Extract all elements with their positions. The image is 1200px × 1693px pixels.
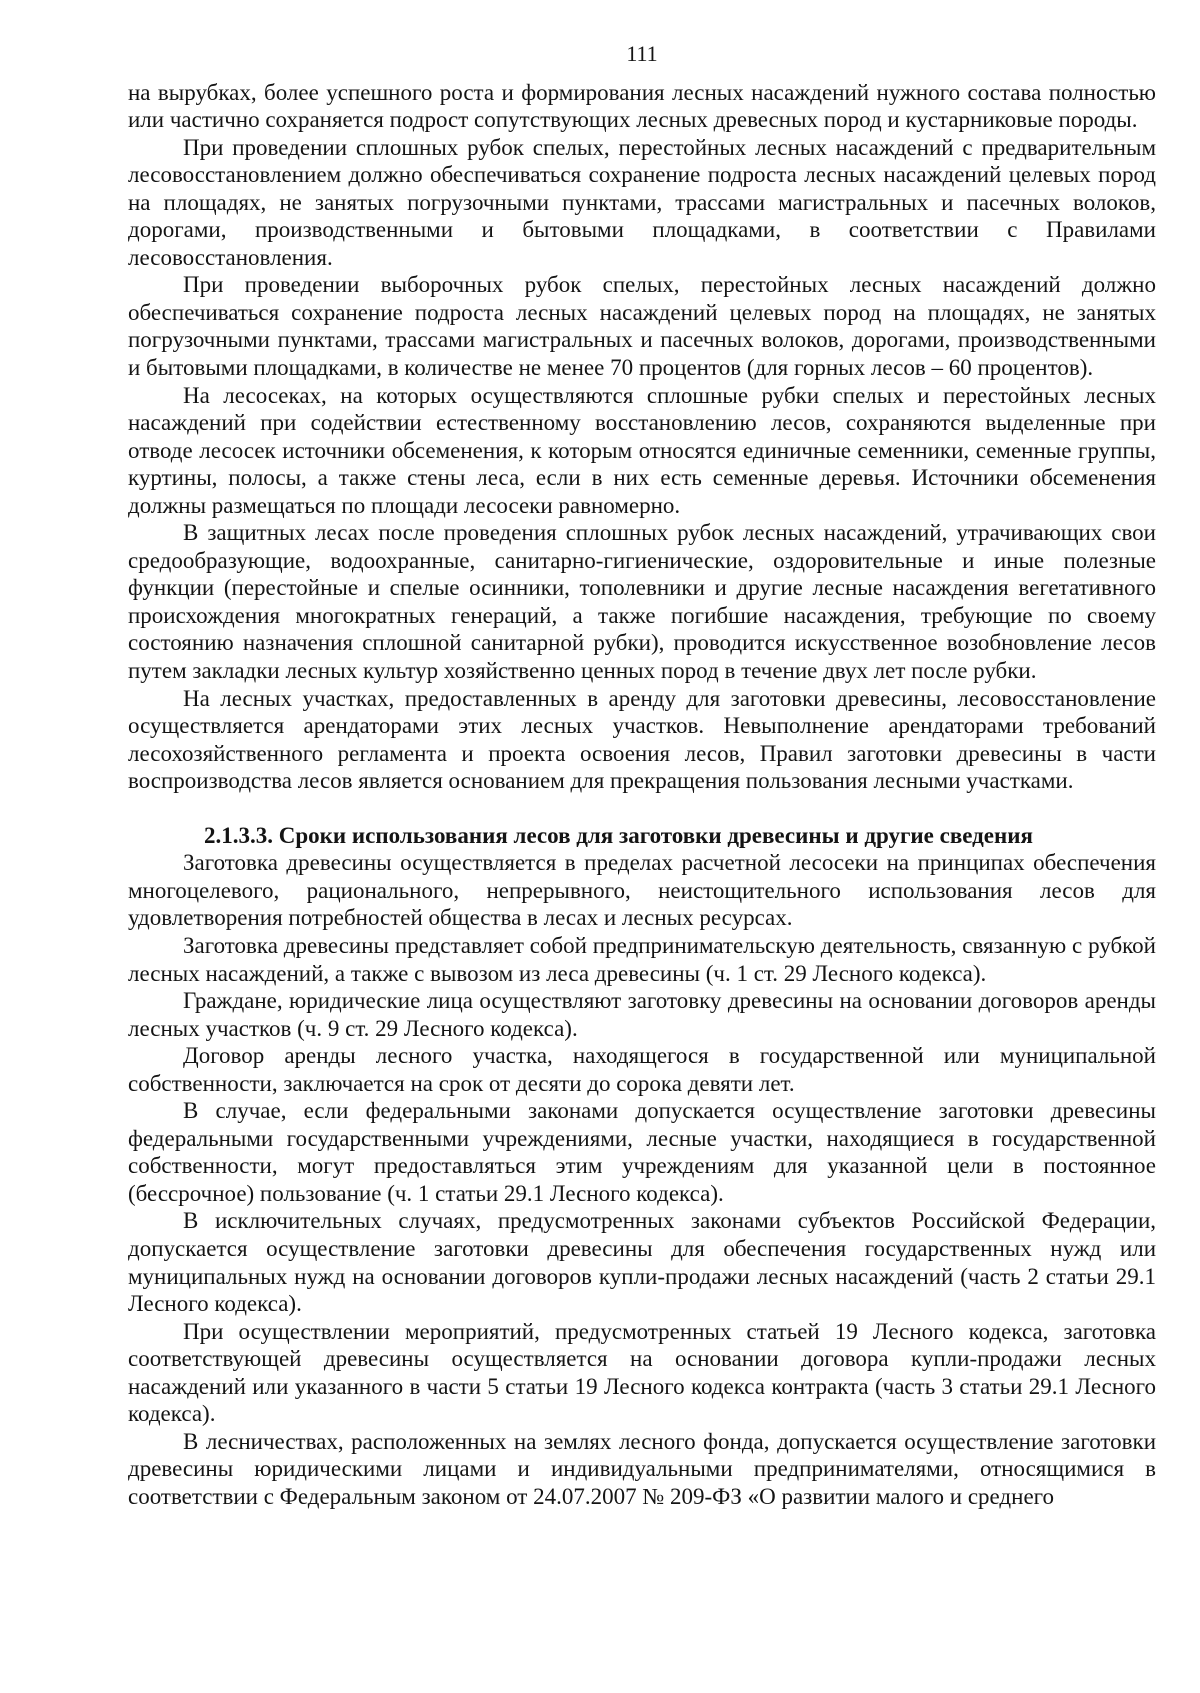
document-page xyxy=(128,40,1156,1510)
paragraph-truncated: В лесничествах, расположенных на землях лесного фонда, допускается осуществление заготовки древесины юридическими лицами и индивидуальными предпринимателями, относящимися в соответствии с Федеральным законом от 24.07.2007 № 209-ФЗ «О развитии малого и среднего xyxy=(128,1428,1156,1509)
paragraph: При осуществлении мероприятий, предусмотренных статьей 19 Лесного кодекса, заготовка соответствующей древесины осуществляется на основании договора купли-продажи лесных насаждений или указанного в части 5 статьи 19 Лесного кодекса контракта (часть 3 статьи 29.1 Лесного кодекса). xyxy=(128,1318,1156,1427)
paragraph-continuation: на вырубках, более успешного роста и формирования лесных насаждений нужного состава полностью или частично сохраняется подрост сопутствующих лесных древесных пород и кустарниковые породы. xyxy=(128,79,1156,133)
paragraph: При проведении сплошных рубок спелых, перестойных лесных насаждений с предварительным лесовосстановлением должно обеспечиваться сохранение подроста лесных насаждений целевых пород на площадях, не занятых погрузочными пунктами, трассами магистральных и пасечных волоков, дорогами, производственными и бытовыми площадками, в соответствии с Правилами лесовосстановления. xyxy=(128,134,1156,270)
paragraph: При проведении выборочных рубок спелых, перестойных лесных насаждений должно обеспечиваться сохранение подроста лесных насаждений целевых пород на площадях, не занятых погрузочными пунктами, трассами магистральных и пасечных волоков, дорогами, производственными и бытовыми площадками, в количестве не менее 70 процентов (для горных лесов – 60 процентов). xyxy=(128,272,1156,381)
paragraph: В защитных лесах после проведения сплошных рубок лесных насаждений, утрачивающих свои средообразующие, водоохранные, санитарно-гигиенические, оздоровительные и иные полезные функции (перестойные и спелые осинники, тополевники и другие лесные насаждения вегетативного происхождения многократных генераций, а также погибшие насаждения, требующие по своему состоянию назначения сплошной санитарной рубки), проводится искусственное возобновление лесов путем закладки лесных культур хозяйственно ценных пород в течение двух лет после рубки. xyxy=(128,520,1156,684)
paragraph: Заготовка древесины осуществляется в пределах расчетной лесосеки на принципах обеспечения многоцелевого, рационального, непрерывного, неистощительного использования лесов для удовлетворения потребностей общества в лесах и лесных ресурсах. xyxy=(128,850,1156,931)
paragraph: В исключительных случаях, предусмотренных законами субъектов Российской Федерации, допускается осуществление заготовки древесины для обеспечения государственных нужд или муниципальных нужд на основании договоров купли-продажи лесных насаждений (часть 2 статьи 29.1 Лесного кодекса). xyxy=(128,1208,1156,1317)
paragraph: Заготовка древесины представляет собой предпринимательскую деятельность, связанную с рубкой лесных насаждений, а также с вывозом из леса древесины (ч. 1 ст. 29 Лесного кодекса). xyxy=(128,932,1156,986)
paragraph: В случае, если федеральными законами допускается осуществление заготовки древесины федеральными государственными учреждениями, лесные участки, находящиеся в государственной собственности, могут предоставляться этим учреждениям для указанной цели в постоянное (бессрочное) пользование (ч. 1 статьи 29.1 Лесного кодекса). xyxy=(128,1098,1156,1206)
section-heading: 2.1.3.3. Сроки использования лесов для заготовки древесины и другие сведения xyxy=(204,822,1033,848)
paragraph: Договор аренды лесного участка, находящегося в государственной или муниципальной собственности, заключается на срок от десяти до сорока девяти лет. xyxy=(128,1043,1156,1096)
paragraph: На лесных участках, предоставленных в аренду для заготовки древесины, лесовосстановление осуществляется арендаторами этих лесных участков. Невыполнение арендаторами требований лесохозяйственного регламента и проекта освоения лесов, Правил заготовки древесины в части воспроизводства лесов является основанием для прекращения пользования лесными участками. xyxy=(128,685,1156,794)
page-number: 111 xyxy=(626,41,658,66)
paragraph: Граждане, юридические лица осуществляют заготовку древесины на основании договоров аренды лесных участков (ч. 9 ст. 29 Лесного кодекса). xyxy=(128,988,1156,1041)
paragraph: На лесосеках, на которых осуществляются сплошные рубки спелых и перестойных лесных насаждений при содействии естественному восстановлению лесов, сохраняются выделенные при отводе лесосек источники обсеменения, к которым относятся единичные семенники, семенные группы, куртины, полосы, а также стены леса, если в них есть семенные деревья. Источники обсеменения должны размещаться по площади лесосеки равномерно. xyxy=(128,382,1156,518)
